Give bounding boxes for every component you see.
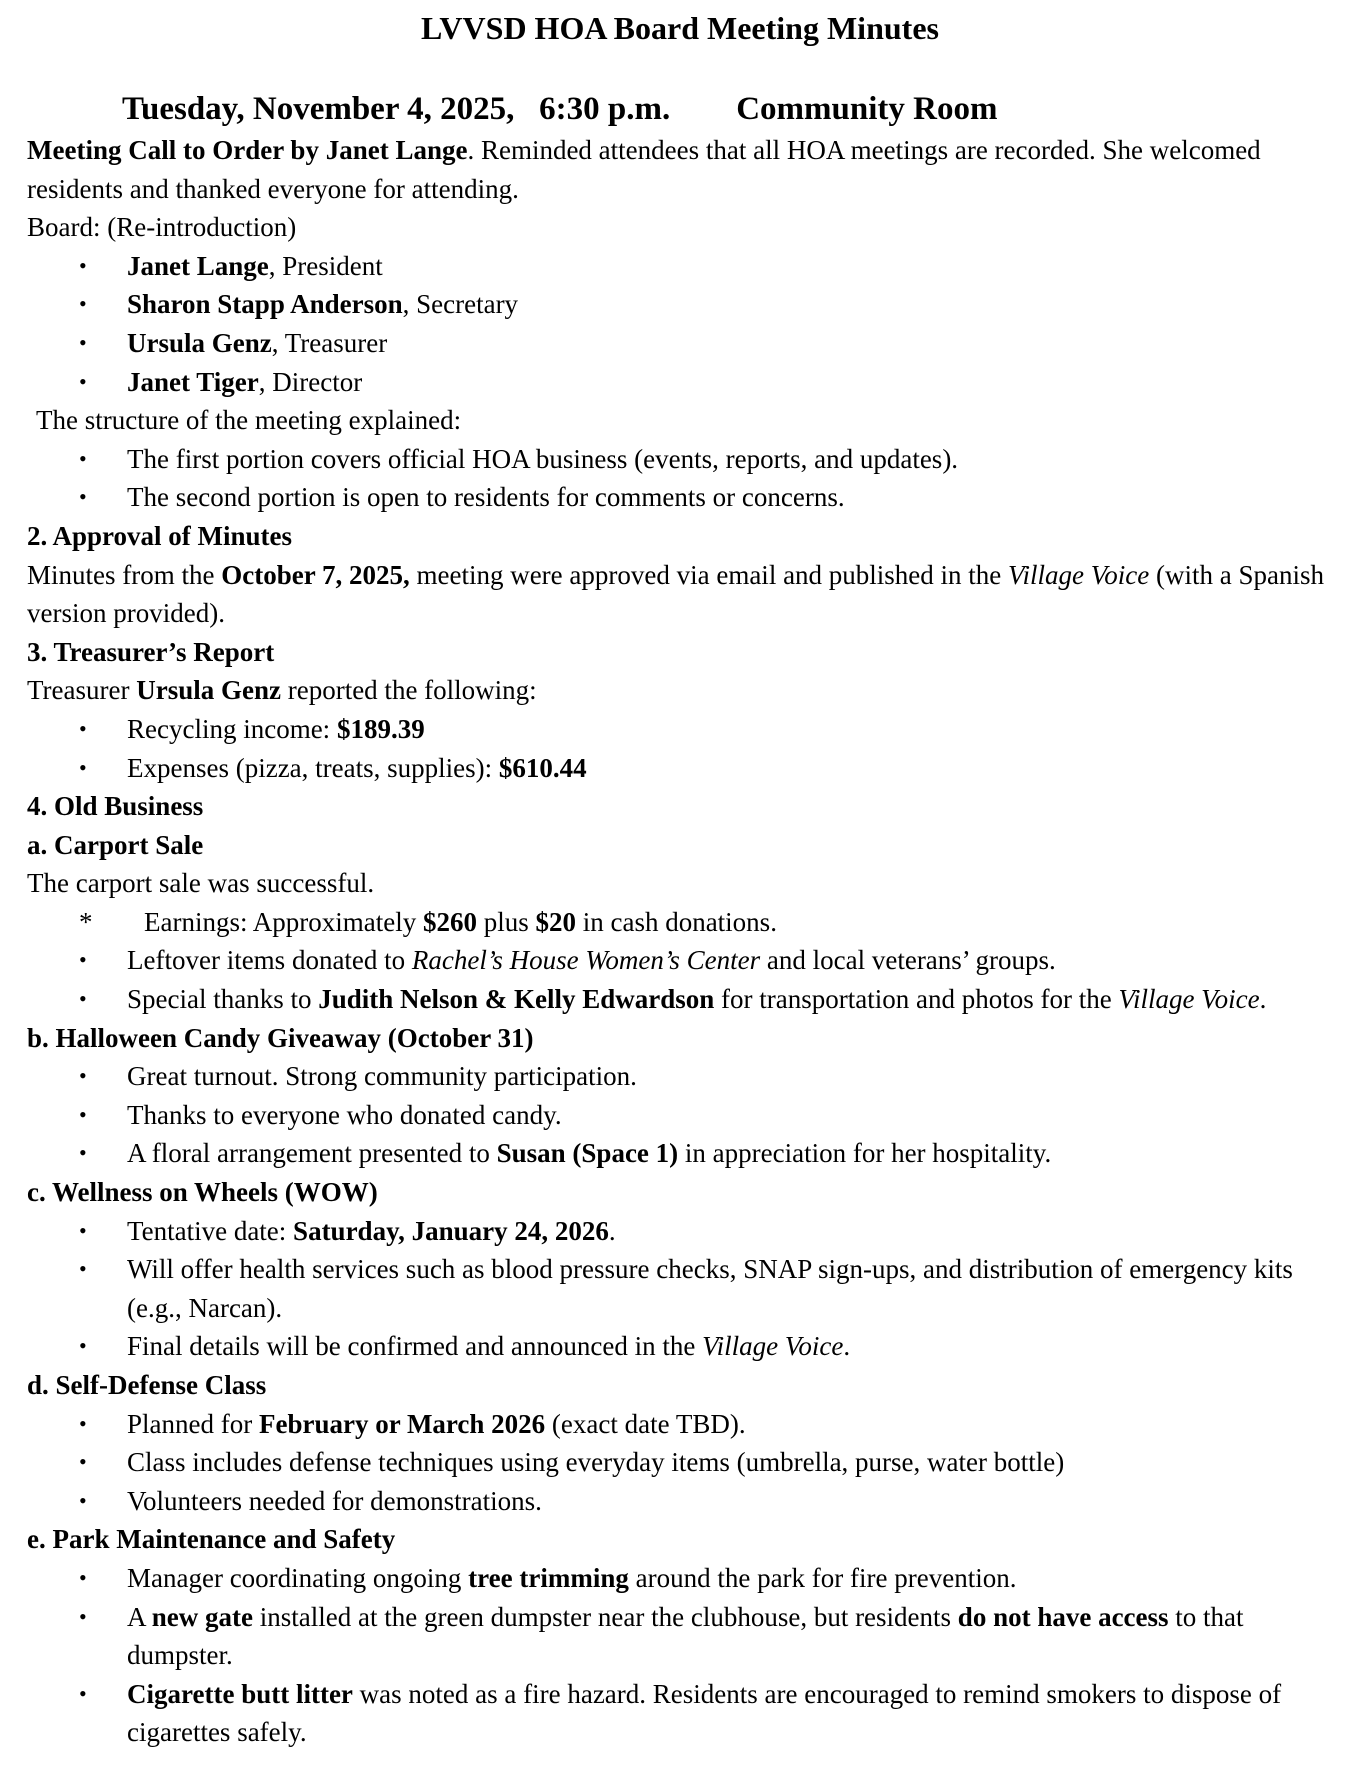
call-to-order-text: . Reminded attendees that all HOA meetings are recorded. She welcomed residents and thanked everyone for attending. [27, 135, 1261, 204]
list-item [27, 285, 1337, 324]
text: in appreciation for her hospitality. [678, 1138, 1052, 1169]
member-role: , Director [258, 366, 363, 397]
text: Leftover items donated to [127, 945, 412, 976]
item-value: $189.39 [336, 713, 425, 744]
list-item [27, 1598, 1337, 1675]
list-item [27, 1212, 1337, 1251]
subsection-heading: c. Wellness on Wheels (WOW) [27, 1177, 378, 1208]
member-name: Sharon Stapp Anderson [127, 289, 403, 320]
text: Earnings: Approximately [144, 906, 423, 937]
publication-name: Village Voice [702, 1331, 844, 1362]
meeting-location: Community Room [736, 91, 998, 127]
meeting-date: Tuesday, November 4, 2025, [122, 91, 515, 127]
text: (exact date TBD). [545, 1408, 746, 1439]
emphasis: tree trimming [468, 1562, 629, 1593]
text: plus [476, 906, 536, 937]
text: Treasurer [27, 675, 137, 706]
text: was noted as a fire hazard. Residents are encouraged to remind smokers to dispose of cigarettes safely. [127, 1678, 1282, 1748]
text: Planned for [127, 1408, 259, 1439]
member-role: , Treasurer [271, 327, 388, 358]
text: around the park for fire prevention. [628, 1562, 1017, 1593]
list-item [27, 1405, 1337, 1444]
text: . [1259, 984, 1267, 1015]
subsection-heading: b. Halloween Candy Giveaway (October 31) [27, 1022, 534, 1053]
text: Minutes from the [27, 559, 222, 590]
amount: $260 [422, 906, 477, 937]
emphasis: new gate [151, 1601, 253, 1632]
text: A [127, 1601, 152, 1632]
list-item: • Volunteers needed for demonstrations. [27, 1482, 1337, 1521]
carport-list [27, 903, 1337, 1019]
planned-date: February or March 2026 [258, 1408, 546, 1439]
structure-label: The structure of the meeting explained: [36, 405, 462, 436]
amount: $20 [535, 906, 576, 937]
list-item: • Class includes defense techniques using everyday items (umbrella, purse, water bottle) [27, 1443, 1337, 1482]
list-item: • Great turnout. Strong community participation. [27, 1057, 1337, 1096]
organization-name: Rachel’s House Women’s Center [411, 945, 761, 976]
approval-text [27, 556, 1337, 633]
list-item [27, 363, 1337, 402]
text: and local veterans’ groups. [760, 945, 1056, 976]
call-to-order [27, 131, 1337, 208]
list-item [27, 710, 1337, 749]
call-to-order-lead: Meeting Call to Order by Janet Lange [27, 135, 468, 165]
subsection-heading: e. Park Maintenance and Safety [27, 1524, 396, 1555]
text: . [608, 1215, 616, 1246]
wow-list [27, 1212, 1337, 1366]
list-item: • The second portion is open to residents for comments or concerns. [27, 478, 1337, 517]
emphasis: do not have access [957, 1601, 1169, 1632]
member-name: Ursula Genz [127, 327, 272, 358]
treasurer-name: Ursula Genz [136, 675, 281, 706]
minutes-body [27, 131, 1337, 1752]
list-item [27, 247, 1337, 286]
text: for transportation and photos for the [714, 984, 1119, 1015]
publication-name: Village Voice [1118, 984, 1260, 1015]
list-item [27, 749, 1337, 788]
treasurer-list [27, 710, 1337, 787]
meeting-info [122, 89, 997, 129]
list-item [27, 1559, 1337, 1598]
list-item [27, 1675, 1337, 1752]
publication-name: Village Voice [1008, 559, 1150, 590]
carport-intro: The carport sale was successful. [27, 868, 375, 899]
text: . [843, 1331, 851, 1362]
section-heading: 2. Approval of Minutes [27, 520, 293, 551]
text: in cash donations. [575, 906, 777, 937]
text: installed at the green dumpster near the clubhouse, but residents [253, 1601, 958, 1632]
subsection-heading: d. Self-Defense Class [27, 1370, 267, 1400]
text: Final details will be confirmed and announced in the [127, 1331, 703, 1362]
list-item [27, 1327, 1337, 1366]
text: (with a Spanish version provided). [27, 559, 1324, 629]
structure-list [27, 440, 1337, 517]
text: to that dumpster. [127, 1601, 1244, 1671]
text: meeting were approved via email and published in the [409, 559, 1009, 590]
text: A floral arrangement presented to [127, 1138, 497, 1169]
volunteer-names: Judith Nelson & Kelly Edwardson [318, 984, 715, 1015]
list-item [27, 903, 1337, 942]
text: Tentative date: [127, 1215, 294, 1246]
event-date: Saturday, January 24, 2026 [293, 1215, 609, 1246]
section-heading: 4. Old Business [27, 791, 204, 822]
member-role: , President [268, 250, 383, 281]
recipient-name: Susan (Space 1) [496, 1138, 679, 1169]
list-item [27, 1134, 1337, 1173]
approval-date: October 7, 2025, [221, 559, 410, 590]
list-item: • Will offer health services such as blood pressure checks, SNAP sign-ups, and distribution of emergency kits (e.g., Narcan). [27, 1250, 1337, 1327]
list-item: • The first portion covers official HOA business (events, reports, and updates). [27, 440, 1337, 479]
text: Manager coordinating ongoing [127, 1562, 469, 1593]
list-item: • Thanks to everyone who donated candy. [27, 1096, 1337, 1135]
meeting-time: 6:30 p.m. [539, 91, 671, 127]
board-label: Board: (Re-introduction) [27, 212, 297, 243]
list-item [27, 941, 1337, 980]
item-label: Expenses (pizza, treats, supplies): [127, 752, 499, 783]
section-heading: 3. Treasurer’s Report [27, 636, 275, 667]
document-title: LVVSD HOA Board Meeting Minutes [421, 10, 939, 46]
text: Special thanks to [127, 984, 319, 1015]
selfdefense-list [27, 1405, 1337, 1521]
treasurer-intro [27, 671, 1337, 710]
item-label: Recycling income: [127, 713, 337, 744]
member-name: Janet Tiger [127, 366, 259, 397]
halloween-list [27, 1057, 1337, 1173]
list-item [27, 980, 1337, 1019]
list-item [27, 324, 1337, 363]
item-value: $610.44 [498, 752, 587, 783]
member-role: , Secretary [402, 289, 519, 320]
park-list [27, 1559, 1337, 1752]
text: reported the following: [280, 675, 537, 706]
board-list [27, 247, 1337, 401]
emphasis: Cigarette butt litter [127, 1678, 353, 1709]
subsection-heading: a. Carport Sale [27, 829, 204, 860]
member-name: Janet Lange [127, 250, 269, 281]
